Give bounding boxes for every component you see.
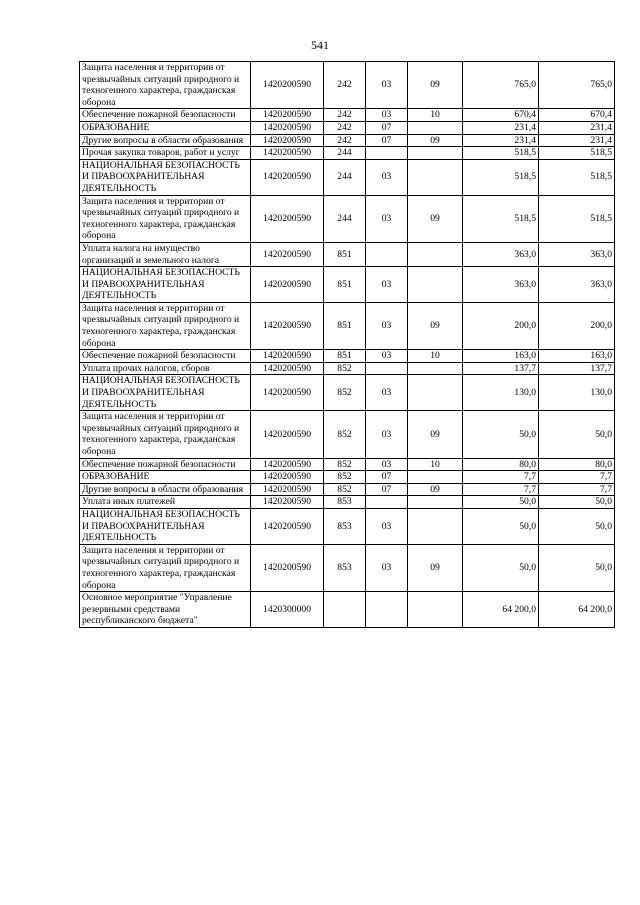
expense-type-cell: [324, 592, 366, 628]
target-article-code-cell: 1420200590: [251, 147, 324, 160]
amount-2-cell: 7,7: [539, 483, 615, 496]
subsection-code-cell: 09: [408, 411, 463, 458]
expense-type-cell: 852: [324, 483, 366, 496]
table-row: [80, 109, 615, 122]
amount-2-cell: 670,4: [539, 109, 615, 122]
amount-1-cell: 518,5: [463, 147, 539, 160]
subsection-code-cell: [408, 121, 463, 134]
expense-type-cell: 242: [324, 121, 366, 134]
expense-type-cell: 853: [324, 496, 366, 509]
target-article-code-cell: 1420200590: [251, 109, 324, 122]
target-article-code-cell: 1420200590: [251, 242, 324, 266]
expense-type-cell: 853: [324, 508, 366, 544]
section-code-cell: 07: [366, 471, 408, 484]
item-name-cell: Другие вопросы в области образования: [80, 134, 251, 147]
amount-2-cell: 518,5: [539, 159, 615, 195]
target-article-code-cell: 1420200590: [251, 134, 324, 147]
expense-type-cell: 242: [324, 134, 366, 147]
target-article-code-cell: 1420200590: [251, 121, 324, 134]
section-code-cell: 07: [366, 134, 408, 147]
subsection-code-cell: [408, 375, 463, 411]
amount-2-cell: 765,0: [539, 62, 615, 109]
expense-type-cell: 852: [324, 411, 366, 458]
table-row: [80, 159, 615, 195]
item-name-cell: Обеспечение пожарной безопасности: [80, 350, 251, 363]
subsection-code-cell: [408, 159, 463, 195]
expense-type-cell: 244: [324, 159, 366, 195]
amount-2-cell: 518,5: [539, 147, 615, 160]
amount-1-cell: 518,5: [463, 159, 539, 195]
item-name-cell: Защита населения и территории от чрезвычайных ситуаций природного и техногенного характера, гражданская оборона: [80, 195, 251, 242]
expense-type-cell: 851: [324, 350, 366, 363]
target-article-code-cell: 1420200590: [251, 508, 324, 544]
subsection-code-cell: [408, 471, 463, 484]
amount-2-cell: 137,7: [539, 362, 615, 375]
section-code-cell: 03: [366, 159, 408, 195]
amount-1-cell: 50,0: [463, 508, 539, 544]
expense-type-cell: 852: [324, 375, 366, 411]
expense-type-cell: 242: [324, 109, 366, 122]
amount-2-cell: 231,4: [539, 121, 615, 134]
amount-1-cell: 363,0: [463, 267, 539, 303]
subsection-code-cell: 10: [408, 458, 463, 471]
budget-table: [79, 61, 615, 628]
subsection-code-cell: 09: [408, 62, 463, 109]
table-row: [80, 483, 615, 496]
table-row: [80, 362, 615, 375]
subsection-code-cell: [408, 362, 463, 375]
target-article-code-cell: 1420200590: [251, 302, 324, 349]
target-article-code-cell: 1420200590: [251, 544, 324, 591]
amount-1-cell: 7,7: [463, 483, 539, 496]
amount-2-cell: 163,0: [539, 350, 615, 363]
amount-1-cell: 200,0: [463, 302, 539, 349]
section-code-cell: 07: [366, 483, 408, 496]
amount-2-cell: 50,0: [539, 496, 615, 509]
section-code-cell: 03: [366, 267, 408, 303]
section-code-cell: [366, 147, 408, 160]
section-code-cell: [366, 242, 408, 266]
amount-1-cell: 137,7: [463, 362, 539, 375]
subsection-code-cell: [408, 147, 463, 160]
item-name-cell: НАЦИОНАЛЬНАЯ БЕЗОПАСНОСТЬ И ПРАВООХРАНИТЕЛЬНАЯ ДЕЯТЕЛЬНОСТЬ: [80, 267, 251, 303]
item-name-cell: НАЦИОНАЛЬНАЯ БЕЗОПАСНОСТЬ И ПРАВООХРАНИТЕЛЬНАЯ ДЕЯТЕЛЬНОСТЬ: [80, 508, 251, 544]
table-row: [80, 121, 615, 134]
table-body: [80, 62, 615, 628]
item-name-cell: НАЦИОНАЛЬНАЯ БЕЗОПАСНОСТЬ И ПРАВООХРАНИТЕЛЬНАЯ ДЕЯТЕЛЬНОСТЬ: [80, 159, 251, 195]
subsection-code-cell: [408, 267, 463, 303]
amount-2-cell: 7,7: [539, 471, 615, 484]
section-code-cell: 03: [366, 109, 408, 122]
section-code-cell: 03: [366, 508, 408, 544]
amount-1-cell: 7,7: [463, 471, 539, 484]
subsection-code-cell: [408, 242, 463, 266]
expense-type-cell: 244: [324, 147, 366, 160]
subsection-code-cell: 09: [408, 134, 463, 147]
subsection-code-cell: [408, 508, 463, 544]
amount-1-cell: 163,0: [463, 350, 539, 363]
item-name-cell: Обеспечение пожарной безопасности: [80, 109, 251, 122]
amount-2-cell: 50,0: [539, 411, 615, 458]
target-article-code-cell: 1420200590: [251, 458, 324, 471]
table-row: [80, 242, 615, 266]
amount-2-cell: 363,0: [539, 267, 615, 303]
item-name-cell: ОБРАЗОВАНИЕ: [80, 471, 251, 484]
target-article-code-cell: 1420200590: [251, 496, 324, 509]
table-row: [80, 411, 615, 458]
section-code-cell: [366, 592, 408, 628]
section-code-cell: 03: [366, 458, 408, 471]
subsection-code-cell: 10: [408, 109, 463, 122]
expense-type-cell: 853: [324, 544, 366, 591]
target-article-code-cell: 1420200590: [251, 471, 324, 484]
amount-1-cell: 50,0: [463, 411, 539, 458]
item-name-cell: Защита населения и территории от чрезвычайных ситуаций природного и техногенного характера, гражданская оборона: [80, 411, 251, 458]
section-code-cell: 03: [366, 375, 408, 411]
section-code-cell: 03: [366, 62, 408, 109]
expense-type-cell: 851: [324, 267, 366, 303]
amount-2-cell: 64 200,0: [539, 592, 615, 628]
amount-2-cell: 518,5: [539, 195, 615, 242]
amount-1-cell: 231,4: [463, 121, 539, 134]
item-name-cell: Уплата налога на имущество организаций и земельного налога: [80, 242, 251, 266]
target-article-code-cell: 1420200590: [251, 350, 324, 363]
section-code-cell: 07: [366, 121, 408, 134]
item-name-cell: ОБРАЗОВАНИЕ: [80, 121, 251, 134]
amount-2-cell: 200,0: [539, 302, 615, 349]
section-code-cell: [366, 362, 408, 375]
target-article-code-cell: 1420300000: [251, 592, 324, 628]
amount-1-cell: 231,4: [463, 134, 539, 147]
table-row: [80, 147, 615, 160]
target-article-code-cell: 1420200590: [251, 195, 324, 242]
amount-2-cell: 50,0: [539, 508, 615, 544]
table-row: [80, 458, 615, 471]
section-code-cell: [366, 496, 408, 509]
item-name-cell: Защита населения и территории от чрезвычайных ситуаций природного и техногенного характера, гражданская оборона: [80, 544, 251, 591]
amount-1-cell: 80,0: [463, 458, 539, 471]
expense-type-cell: 852: [324, 471, 366, 484]
target-article-code-cell: 1420200590: [251, 411, 324, 458]
target-article-code-cell: 1420200590: [251, 267, 324, 303]
subsection-code-cell: 09: [408, 302, 463, 349]
item-name-cell: Другие вопросы в области образования: [80, 483, 251, 496]
item-name-cell: Защита населения и территории от чрезвычайных ситуаций природного и техногенного характера, гражданская оборона: [80, 62, 251, 109]
item-name-cell: Прочая закупка товаров, работ и услуг: [80, 147, 251, 160]
item-name-cell: Уплата прочих налогов, сборов: [80, 362, 251, 375]
item-name-cell: НАЦИОНАЛЬНАЯ БЕЗОПАСНОСТЬ И ПРАВООХРАНИТЕЛЬНАЯ ДЕЯТЕЛЬНОСТЬ: [80, 375, 251, 411]
item-name-cell: Обеспечение пожарной безопасности: [80, 458, 251, 471]
amount-1-cell: 518,5: [463, 195, 539, 242]
subsection-code-cell: 10: [408, 350, 463, 363]
target-article-code-cell: 1420200590: [251, 159, 324, 195]
item-name-cell: Защита населения и территории от чрезвычайных ситуаций природного и техногенного характера, гражданская оборона: [80, 302, 251, 349]
target-article-code-cell: 1420200590: [251, 375, 324, 411]
amount-2-cell: 50,0: [539, 544, 615, 591]
table-row: [80, 592, 615, 628]
subsection-code-cell: 09: [408, 544, 463, 591]
amount-1-cell: 363,0: [463, 242, 539, 266]
amount-1-cell: 765,0: [463, 62, 539, 109]
table-row: [80, 62, 615, 109]
table-row: [80, 134, 615, 147]
item-name-cell: Основное мероприятие "Управление резервными средствами республиканского бюджета": [80, 592, 251, 628]
section-code-cell: 03: [366, 195, 408, 242]
section-code-cell: 03: [366, 302, 408, 349]
table-row: [80, 302, 615, 349]
table-row: [80, 544, 615, 591]
table-row: [80, 496, 615, 509]
subsection-code-cell: [408, 496, 463, 509]
table-row: [80, 375, 615, 411]
expense-type-cell: 851: [324, 302, 366, 349]
expense-type-cell: 852: [324, 362, 366, 375]
amount-2-cell: 80,0: [539, 458, 615, 471]
subsection-code-cell: 09: [408, 195, 463, 242]
section-code-cell: 03: [366, 411, 408, 458]
amount-1-cell: 64 200,0: [463, 592, 539, 628]
subsection-code-cell: [408, 592, 463, 628]
amount-2-cell: 231,4: [539, 134, 615, 147]
target-article-code-cell: 1420200590: [251, 483, 324, 496]
target-article-code-cell: 1420200590: [251, 62, 324, 109]
amount-1-cell: 50,0: [463, 496, 539, 509]
page-number: 541: [311, 38, 329, 52]
item-name-cell: Уплата иных платежей: [80, 496, 251, 509]
subsection-code-cell: 09: [408, 483, 463, 496]
table-row: [80, 267, 615, 303]
amount-2-cell: 363,0: [539, 242, 615, 266]
expense-type-cell: 244: [324, 195, 366, 242]
amount-1-cell: 670,4: [463, 109, 539, 122]
table-row: [80, 508, 615, 544]
section-code-cell: 03: [366, 350, 408, 363]
expense-type-cell: 852: [324, 458, 366, 471]
section-code-cell: 03: [366, 544, 408, 591]
amount-1-cell: 50,0: [463, 544, 539, 591]
table-row: [80, 195, 615, 242]
table-row: [80, 471, 615, 484]
expense-type-cell: 242: [324, 62, 366, 109]
amount-2-cell: 130,0: [539, 375, 615, 411]
amount-1-cell: 130,0: [463, 375, 539, 411]
expense-type-cell: 851: [324, 242, 366, 266]
target-article-code-cell: 1420200590: [251, 362, 324, 375]
table-row: [80, 350, 615, 363]
